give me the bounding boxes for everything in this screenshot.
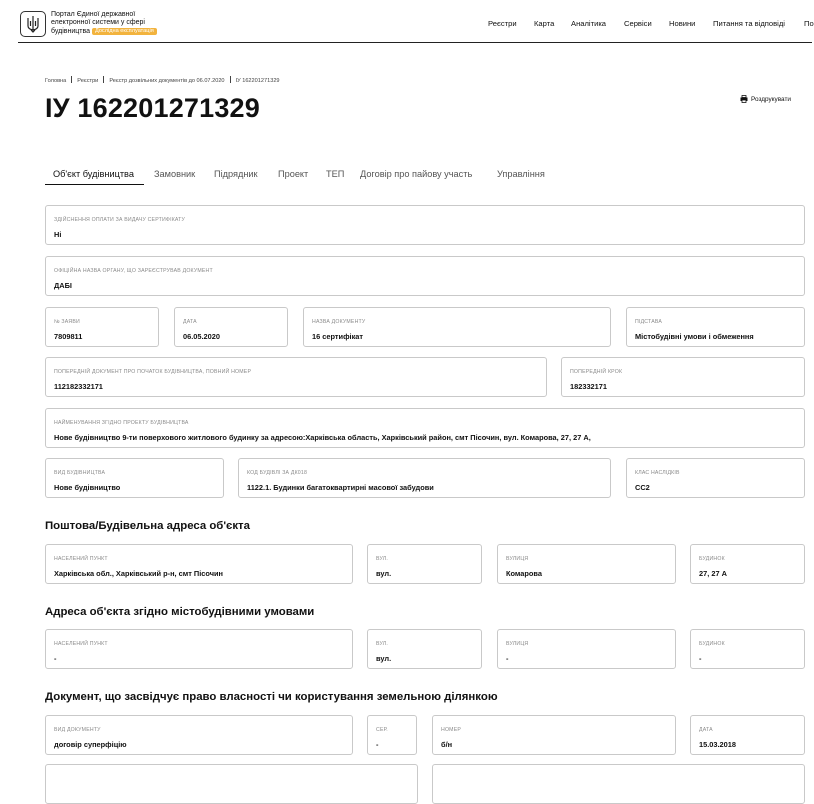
land-document-number: НОМЕР б/н <box>432 715 676 755</box>
field-building-code: КОД БУДІВЛІ ЗА ДК018 1122.1. Будинки багатоквартирні масової забудови <box>238 458 611 498</box>
section-title-urban-address: Адреса об'єкта згідно містобудівними умовами <box>45 606 315 618</box>
field-construction-type: ВИД БУДІВНИЦТВА Нове будівництво <box>45 458 224 498</box>
print-button[interactable]: Роздрукувати <box>740 95 791 103</box>
portal-title[interactable]: Портал Єдиної державної електронної системи у сфері будівництва Дослідна експлуатація <box>51 11 181 36</box>
field-application-number: № ЗАЯВИ 7809811 <box>45 307 159 347</box>
urban-settlement: НАСЕЛЕНИЙ ПУНКТ - <box>45 629 353 669</box>
nav-map[interactable]: Карта <box>534 19 555 28</box>
urban-street-type: ВУЛ. вул. <box>367 629 482 669</box>
breadcrumb-home[interactable]: Головна <box>45 78 67 84</box>
postal-street-type: ВУЛ. вул. <box>367 544 482 584</box>
field-basis: ПІДСТАВА Містобудівні умови і обмеження <box>626 307 805 347</box>
field-consequence-class: КЛАС НАСЛІДКІВ СС2 <box>626 458 805 498</box>
field-project-name: НАЙМЕНУВАННЯ ЗГІДНО ПРОЕКТУ БУДІВНИЦТВА Нове будівництво 9-ти поверхового житлового будинку за адресою:Харківська область, Харківський район, смт Пісочин, вул. Комарова, 27, 27 А, <box>45 408 805 448</box>
tab-management[interactable]: Управління <box>497 169 545 179</box>
printer-icon <box>740 95 748 103</box>
nav-services[interactable]: Сервіси <box>624 19 652 28</box>
tab-customer[interactable]: Замовник <box>154 169 196 179</box>
postal-settlement: НАСЕЛЕНИЙ ПУНКТ Харківська обл., Харківський р-н, смт Пісочин <box>45 544 353 584</box>
nav-faq[interactable]: Питання та відповіді <box>713 19 785 28</box>
nav-registries[interactable]: Реєстри <box>488 19 517 28</box>
urban-street: ВУЛИЦЯ - <box>497 629 676 669</box>
postal-street: ВУЛИЦЯ Комарова <box>497 544 676 584</box>
active-tab-indicator <box>45 184 144 185</box>
field-previous-document: ПОПЕРЕДНІЙ ДОКУМЕНТ ПРО ПОЧАТОК БУДІВНИЦТВА, ПОВНИЙ НОМЕР 112182332171 <box>45 357 547 397</box>
tab-tep[interactable]: ТЕП <box>326 169 345 179</box>
section-title-land-document: Документ, що засвідчує право власності чи користування земельною ділянкою <box>45 691 498 703</box>
trident-logo-icon[interactable] <box>20 11 46 37</box>
field-document-name: НАЗВА ДОКУМЕНТУ 16 сертифікат <box>303 307 611 347</box>
field-payment: ЗДІЙСНЕННЯ ОПЛАТИ ЗА ВИДАЧУ СЕРТИФІКАТУ Ні <box>45 205 805 245</box>
beta-badge: Дослідна експлуатація <box>92 28 157 35</box>
postal-building: БУДИНОК 27, 27 А <box>690 544 805 584</box>
land-document-series: СЕР. - <box>367 715 417 755</box>
breadcrumb-registry[interactable]: Реєстр дозвільних документів до 06.07.2020 <box>109 78 225 84</box>
field-previous-step: ПОПЕРЕДНІЙ КРОК 182332171 <box>561 357 805 397</box>
field-authority: ОФІЦІЙНА НАЗВА ОРГАНУ, ЩО ЗАРЕЄСТРУВАВ ДОКУМЕНТ ДАБІ <box>45 256 805 296</box>
breadcrumb <box>45 76 280 84</box>
urban-building: БУДИНОК - <box>690 629 805 669</box>
field-date: ДАТА 06.05.2020 <box>174 307 288 347</box>
land-document-type: ВИД ДОКУМЕНТУ договір суперфіцію <box>45 715 353 755</box>
nav-news[interactable]: Новини <box>669 19 696 28</box>
site-header <box>0 0 812 43</box>
tab-project[interactable]: Проект <box>278 169 309 179</box>
tab-contractor[interactable]: Підрядник <box>214 169 258 179</box>
next-row-field-right <box>432 764 805 804</box>
breadcrumb-current: ІУ 162201271329 <box>235 78 280 84</box>
nav-analytics[interactable]: Аналітика <box>571 19 607 28</box>
section-title-postal-address: Поштова/Будівельна адреса об'єкта <box>45 520 250 532</box>
breadcrumb-registries[interactable]: Реєстри <box>77 78 99 84</box>
page-title: ІУ 162201271329 <box>45 93 260 123</box>
tab-share-agreement[interactable]: Договір про пайову участь <box>360 169 473 179</box>
next-row-field-left <box>45 764 418 804</box>
header-divider <box>18 42 812 43</box>
nav-more[interactable]: По <box>804 19 814 28</box>
tab-object[interactable]: Об'єкт будівництва <box>53 169 134 179</box>
land-document-date: ДАТА 15.03.2018 <box>690 715 805 755</box>
